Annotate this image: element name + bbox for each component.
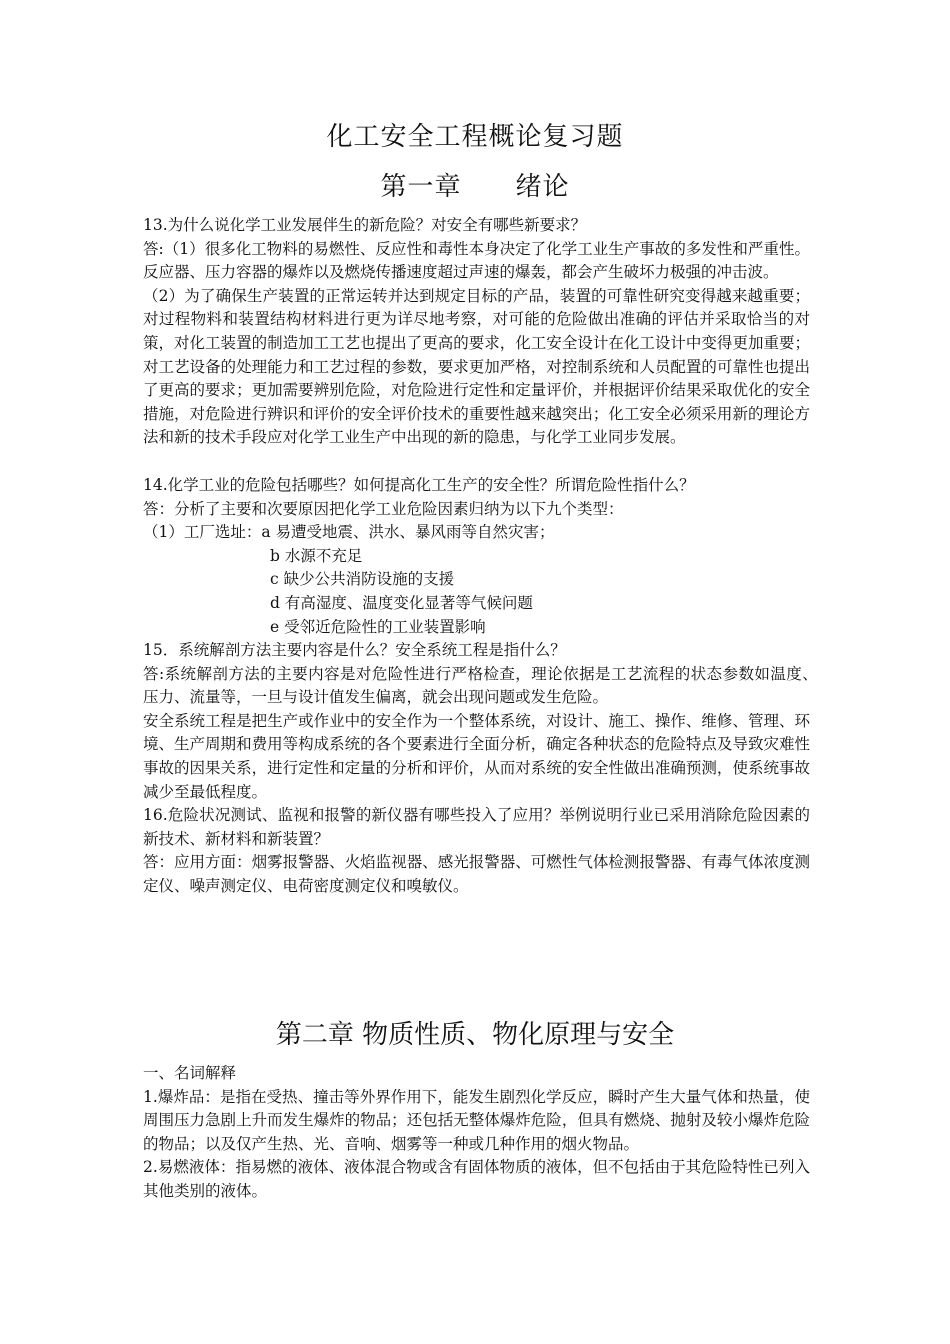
question-15: 15．系统解剖方法主要内容是什么？安全系统工程是指什么？: [143, 641, 566, 660]
question-13: 13.为什么说化学工业发展伴生的新危险？对安全有哪些新要求？: [143, 216, 587, 234]
chapter-2-heading: 第二章 物质性质、物化原理与安全: [275, 1020, 675, 1050]
chapter-2-body: [143, 1062, 810, 1204]
spacer: [143, 450, 810, 474]
answer-15-part-2: 安全系统工程是把生产或作业中的安全作为一个整体系统，对设计、施工、操作、维修、管理、环境、生产周期和费用等构成系统的各个要素进行全面分析，确定各种状态的危险特点及导致灾难性事故的因果关系，进行定性和定量的分析和评价，从而对系统的安全性做出准确预测，使系统事故减少至最低程度。: [143, 711, 810, 801]
definition-1: 1.爆炸品：是指在受热、撞击等外界作用下，能发生剧烈化学反应，瞬时产生大量气体和热量，使周围压力急剧上升而发生爆炸的物品；还包括无整体爆炸危险，但具有燃烧、抛射及较小爆炸危险的物品；以及仅产生热、光、音响、烟雾等一种或几种作用的烟火物品。: [143, 1087, 810, 1153]
answer-13-part-1: 答:（1）很多化工物料的易燃性、反应性和毒性本身决定了化学工业生产事故的多发性和严重性。反应器、压力容器的爆炸以及燃烧传播速度超过声速的爆轰，都会产生破坏力极强的冲击波。: [143, 239, 810, 282]
answer-16: 答：应用方面：烟雾报警器、火焰监视器、感光报警器、可燃性气体检测报警器、有毒气体浓度测定仪、噪声测定仪、电荷密度测定仪和嗅敏仪。: [143, 853, 810, 896]
answer-14-sub-e: e 受邻近危险性的工业装置影响: [270, 617, 486, 636]
answer-14-sub-b: b 水源不充足: [270, 546, 363, 565]
answer-14-sub-c: c 缺少公共消防设施的支援: [270, 570, 455, 589]
answer-14: 答：分析了主要和次要原因把化学工业危险因素归纳为以下九个类型：: [143, 499, 624, 518]
answer-15-part-1: 答:系统解剖方法的主要内容是对危险性进行严格检查，理论依据是工艺流程的状态参数如温度、 压力、流量等，一旦与设计值发生偏离，就会出现问题或发生危险。: [143, 664, 826, 707]
document-title: 化工安全工程概论复习题: [326, 122, 624, 152]
section-heading: 一、名词解释: [143, 1064, 237, 1082]
answer-14-sub-d: d 有高湿度、温度变化显著等气候问题: [270, 593, 533, 612]
answer-14-item-1: （1）工厂选址：a 易遭受地震、洪水、暴风雨等自然灾害；: [143, 523, 555, 542]
question-16: 16.危险状况测试、监视和报警的新仪器有哪些投入了应用？举例说明行业已采用消除危险因素的新技术、新材料和新装置？: [143, 806, 810, 848]
chapter-1-body: [143, 214, 826, 899]
answer-13-part-2: （2）为了确保生产装置的正常运转并达到规定目标的产品，装置的可靠性研究变得越来越重要；对过程物料和装置结构材料进行更为详尽地考察，对可能的危险做出准确的评估并采取恰当的对策，对化工装置的制造加工工艺也提出了更高的要求，化工安全设计在化工设计中变得更加重要；对工艺设备的处理能力和工艺过程的参数，要求更加严格，对控制系统和人员配置的可靠性也提出了更高的要求；更加需要辨别危险，对危险进行定性和定量评价，并根据评价结果采取优化的安全措施，对危险进行辨识和评价的安全评价技术的重要性越来越突出；化工安全必须采用新的理论方法和新的技术手段应对化学工业生产中出现的新的隐患，与化学工业同步发展。: [143, 286, 810, 447]
chapter-1-heading: 第一章 绪论: [380, 172, 570, 202]
definition-2: 2.易燃液体：指易燃的液体、液体混合物或含有固体物质的液体，但不包括由于其危险特性已列入其他类别的液体。: [143, 1158, 810, 1200]
question-14: 14.化学工业的危险包括哪些？如何提高化工生产的安全性？所谓危险性指什么？: [143, 475, 695, 494]
